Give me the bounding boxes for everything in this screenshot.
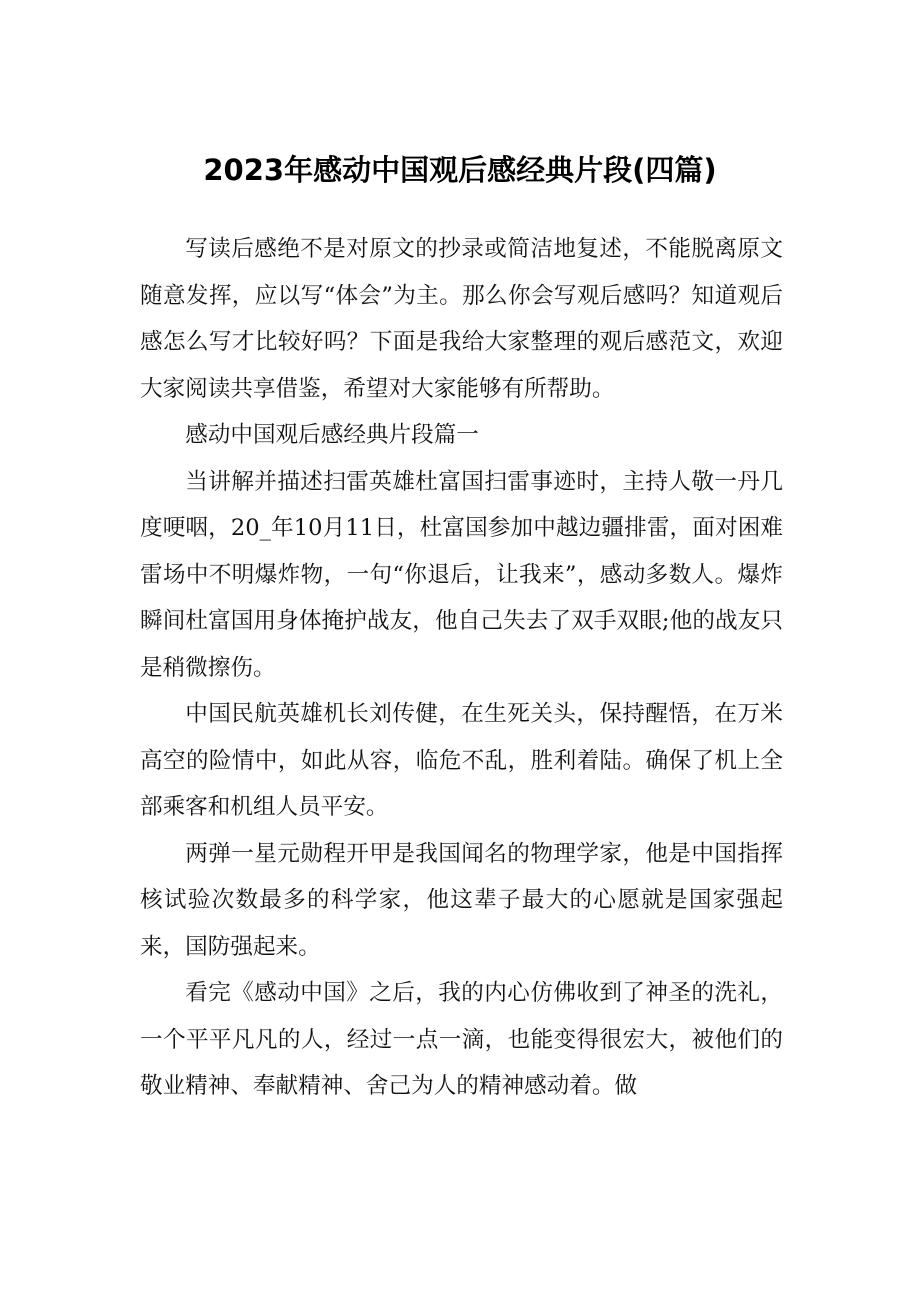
intro-paragraph: 写读后感绝不是对原文的抄录或简洁地复述，不能脱离原文随意发挥，应以写“体会”为主。那么你会写观后感吗？知道观后感怎么写才比较好吗？下面是我给大家整理的观后感范文，欢迎大家阅读共享借鉴，希望对大家能够有所帮助。 xyxy=(140,236,783,402)
section-heading: 感动中国观后感经典片段篇一 xyxy=(185,422,479,448)
document-body xyxy=(140,226,783,1110)
body-paragraph-reflection: 看完《感动中国》之后，我的内心仿佛收到了神圣的洗礼，一个平平凡凡的人，经过一点一滴，也能变得很宏大，被他们的敬业精神、奉献精神、舍己为人的精神感动着。做 xyxy=(140,980,783,1099)
body-paragraph-du-fuguo: 当讲解并描述扫雷英雄杜富国扫雷事迹时，主持人敬一丹几度哽咽，20_年10月11日，杜富国参加中越边疆排雷，面对困难雷场中不明爆炸物，一句“你退后，让我来”，感动多数人。爆炸瞬间杜富国用身体掩护战友，他自己失去了双手双眼;他的战友只是稍微擦伤。 xyxy=(140,468,783,681)
body-paragraph-liu-chuanjian: 中国民航英雄机长刘传健，在生死关头，保持醒悟，在万米高空的险情中，如此从容，临危不乱，胜利着陆。确保了机上全部乘客和机组人员平安。 xyxy=(140,701,783,820)
document-title: 2023年感动中国观后感经典片段(四篇) xyxy=(203,153,717,187)
body-paragraph-cheng-kaijia: 两弹一星元勋程开甲是我国闻名的物理学家，他是中国指挥核试验次数最多的科学家，他这辈子最大的心愿就是国家强起来，国防强起来。 xyxy=(140,840,783,960)
